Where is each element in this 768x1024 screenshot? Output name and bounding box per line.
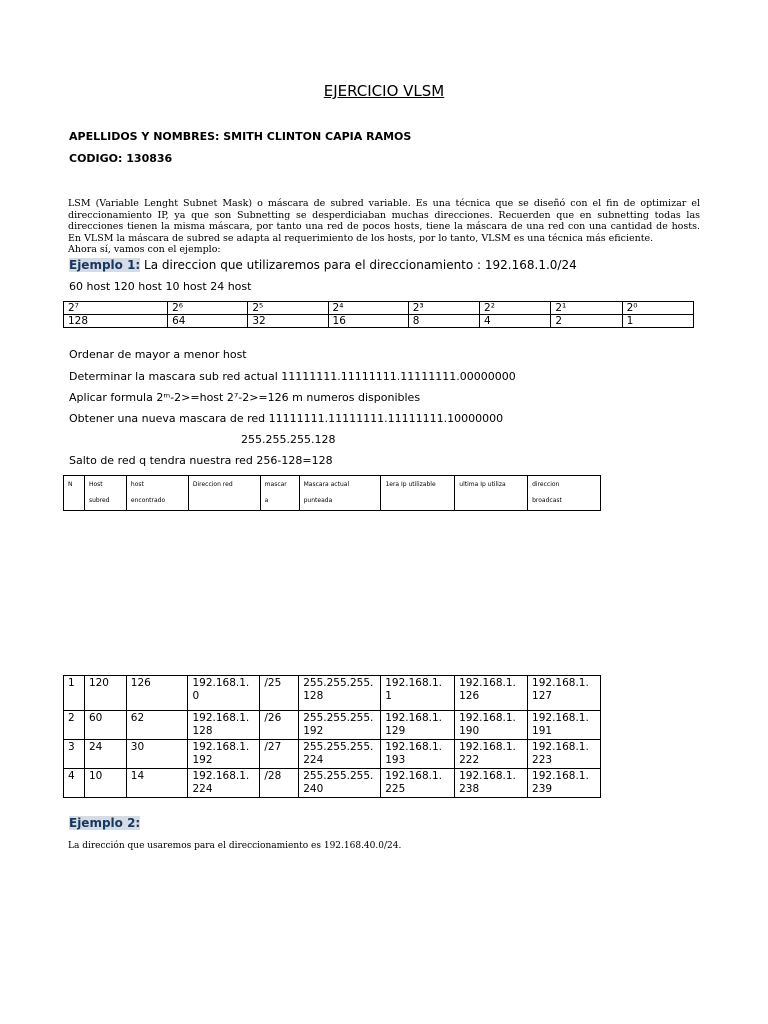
table-cell: 255.255.255. 192 <box>299 711 381 740</box>
table-cell: 192.168.1. 238 <box>455 769 528 798</box>
table-cell: 30 <box>126 740 188 769</box>
table-cell: 62 <box>126 711 188 740</box>
power-cell: 2⁵ <box>248 302 328 315</box>
table-cell: 192.168.1. 1 <box>381 676 455 711</box>
example1-heading <box>69 258 577 272</box>
header-cell: Direccion red <box>188 476 260 511</box>
table-cell: 192.168.1. 239 <box>528 769 601 798</box>
power-cell: 2⁴ <box>328 302 408 315</box>
header-cell: mascar a <box>260 476 299 511</box>
page-title: EJERCICIO VLSM <box>323 82 445 100</box>
power-cell: 2³ <box>408 302 479 315</box>
example1-label: Ejemplo 1: <box>69 258 141 272</box>
power-value-cell: 1 <box>622 315 693 328</box>
table-cell: 1 <box>64 676 85 711</box>
subnet-data-table <box>63 675 601 798</box>
intro-text <box>68 198 700 256</box>
table-cell: 192.168.1. 224 <box>188 769 260 798</box>
power-value-cell: 32 <box>248 315 328 328</box>
new-mask-decimal: 255.255.255.128 <box>241 433 336 446</box>
table-cell: 2 <box>64 711 85 740</box>
step-mask: Determinar la mascara sub red actual 11111111.11111111.11111111.00000000 <box>69 370 516 383</box>
example2-text: La dirección que usaremos para el direccionamiento es 192.168.40.0/24. <box>68 841 402 851</box>
intro-paragraph: LSM (Variable Lenght Subnet Mask) o máscara de subred variable. Es una técnica que se diseñó con el fin de optimizar el direccionamiento IP, ya que son Subnetting se desperdiciaban muchas direcciones. Recuerden que en subnetting todas las direcciones tienen la misma máscara, por tanto una red de pocos hosts, tiene la máscara de una red con una cantidad de hosts. En VLSM la máscara de subred se adapta al requerimiento de los hosts, por lo tanto, VLSM es una técnica más eficiente. <box>68 198 700 244</box>
header-cell: Host subred <box>84 476 126 511</box>
subnet-header-table <box>63 475 601 511</box>
table-cell: 192.168.1. 127 <box>528 676 601 711</box>
power-value-cell: 4 <box>480 315 551 328</box>
powers-table <box>63 301 694 328</box>
header-cell: direccion broadcast <box>528 476 601 511</box>
table-row <box>64 676 601 711</box>
table-cell: /26 <box>260 711 299 740</box>
power-value-cell: 2 <box>551 315 622 328</box>
table-cell: 3 <box>64 740 85 769</box>
power-value-cell: 8 <box>408 315 479 328</box>
header-cell: N <box>64 476 85 511</box>
power-cell: 2¹ <box>551 302 622 315</box>
step-jump: Salto de red q tendra nuestra red 256-128=128 <box>69 454 333 467</box>
power-cell: 2⁶ <box>168 302 248 315</box>
table-row <box>64 769 601 798</box>
table-cell: 192.168.1. 128 <box>188 711 260 740</box>
step-formula: Aplicar formula 2ᵐ-2>=host 2⁷-2>=126 m numeros disponibles <box>69 391 421 404</box>
power-value-cell: 64 <box>168 315 248 328</box>
example1-text: La direccion que utilizaremos para el direccionamiento : 192.168.1.0/24 <box>140 258 577 272</box>
table-cell: 255.255.255. 224 <box>299 740 381 769</box>
hosts-line: 60 host 120 host 10 host 24 host <box>69 280 252 293</box>
header-cell: Mascara actual punteada <box>299 476 381 511</box>
header-cell: ultima Ip utiliza <box>455 476 528 511</box>
table-cell: 126 <box>126 676 188 711</box>
example2-label: Ejemplo 2: <box>69 816 141 830</box>
step-new-mask: Obtener una nueva mascara de red 11111111.11111111.11111111.10000000 <box>69 412 504 425</box>
table-cell: 192.168.1. 225 <box>381 769 455 798</box>
table-cell: 192.168.1. 129 <box>381 711 455 740</box>
table-cell: 60 <box>84 711 126 740</box>
power-value-cell: 16 <box>328 315 408 328</box>
power-value-cell: 128 <box>64 315 168 328</box>
author-line: APELLIDOS Y NOMBRES: SMITH CLINTON CAPIA RAMOS <box>69 130 412 143</box>
table-row <box>64 740 601 769</box>
table-cell: 4 <box>64 769 85 798</box>
table-cell: 120 <box>84 676 126 711</box>
table-cell: 14 <box>126 769 188 798</box>
table-cell: /27 <box>260 740 299 769</box>
header-row <box>64 476 601 511</box>
table-cell: 192.168.1. 192 <box>188 740 260 769</box>
power-cell: 2⁷ <box>64 302 168 315</box>
header-cell: 1era Ip utilizable <box>381 476 455 511</box>
power-cell: 2⁰ <box>622 302 693 315</box>
table-cell: 192.168.1. 191 <box>528 711 601 740</box>
table-cell: 192.168.1. 193 <box>381 740 455 769</box>
table-cell: 255.255.255. 128 <box>299 676 381 711</box>
table-cell: /28 <box>260 769 299 798</box>
table-cell: 24 <box>84 740 126 769</box>
table-cell: 255.255.255. 240 <box>299 769 381 798</box>
table-cell: 192.168.1. 223 <box>528 740 601 769</box>
header-cell: host encontrado <box>126 476 188 511</box>
table-cell: 10 <box>84 769 126 798</box>
intro-next: Ahora sí, vamos con el ejemplo: <box>68 244 221 256</box>
step-order: Ordenar de mayor a menor host <box>69 348 247 361</box>
table-cell: 192.168.1. 222 <box>455 740 528 769</box>
table-cell: 192.168.1. 190 <box>455 711 528 740</box>
table-row <box>64 711 601 740</box>
powers-row <box>64 302 694 315</box>
example2-heading <box>69 816 140 830</box>
power-cell: 2² <box>480 302 551 315</box>
table-cell: 192.168.1. 0 <box>188 676 260 711</box>
table-cell: /25 <box>260 676 299 711</box>
values-row <box>64 315 694 328</box>
code-line: CODIGO: 130836 <box>69 152 173 165</box>
table-cell: 192.168.1. 126 <box>455 676 528 711</box>
